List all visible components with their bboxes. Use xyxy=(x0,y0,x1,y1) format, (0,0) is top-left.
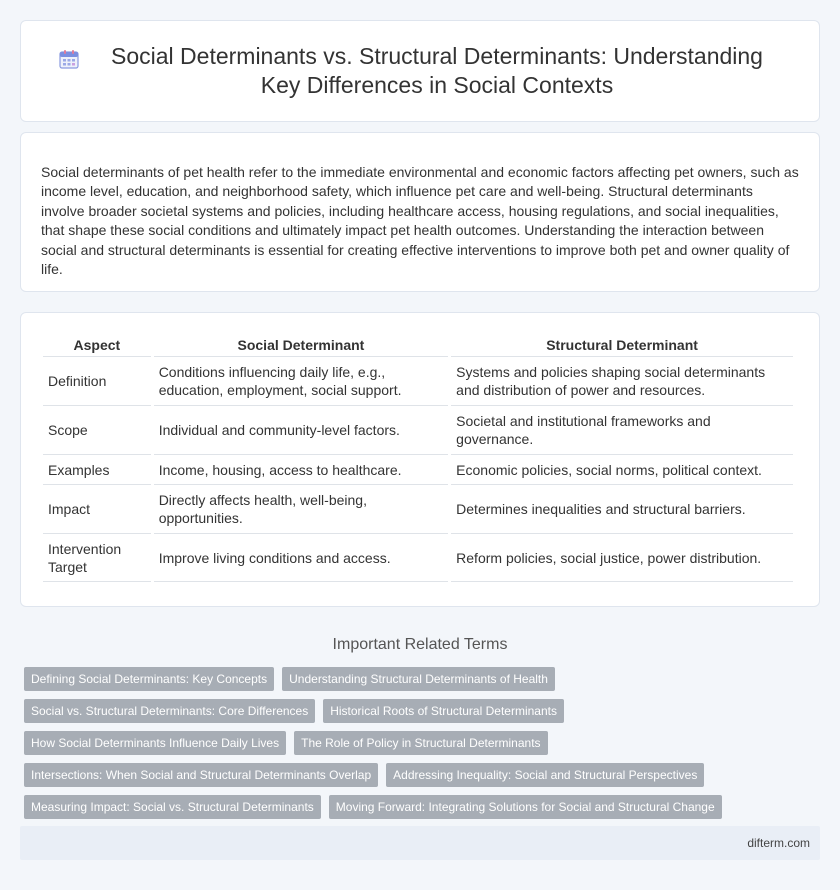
cell-aspect: Intervention Target xyxy=(43,534,151,582)
related-term-tag[interactable]: Addressing Inequality: Social and Structural Perspectives xyxy=(386,763,704,787)
table-row xyxy=(43,534,793,582)
related-term-tag[interactable]: Defining Social Determinants: Key Concepts xyxy=(24,667,274,691)
footer xyxy=(20,826,820,860)
table-row xyxy=(43,455,793,485)
cell-social: Income, housing, access to healthcare. xyxy=(154,455,448,485)
related-terms-list xyxy=(20,667,780,819)
related-terms-heading: Important Related Terms xyxy=(332,636,508,653)
cell-social: Conditions influencing daily life, e.g., education, employment, social support. xyxy=(154,357,448,406)
cell-social: Improve living conditions and access. xyxy=(154,534,448,582)
related-term-tag[interactable]: Social vs. Structural Determinants: Core Differences xyxy=(24,699,315,723)
related-term-tag[interactable]: Understanding Structural Determinants of Health xyxy=(282,667,555,691)
table-row xyxy=(43,485,793,534)
header-structural-determinant: Structural Determinant xyxy=(451,333,793,357)
header-social-determinant: Social Determinant xyxy=(154,333,448,357)
related-term-tag[interactable]: Historical Roots of Structural Determinants xyxy=(323,699,564,723)
cell-structural: Societal and institutional frameworks and governance. xyxy=(451,406,793,455)
header-aspect: Aspect xyxy=(43,333,151,357)
cell-social: Directly affects health, well-being, opportunities. xyxy=(154,485,448,534)
table-row xyxy=(43,357,793,406)
cell-aspect: Definition xyxy=(43,357,151,406)
cell-aspect: Examples xyxy=(43,455,151,485)
cell-aspect: Scope xyxy=(43,406,151,455)
calendar-icon xyxy=(58,48,80,70)
table-header-row xyxy=(43,333,793,357)
related-term-tag[interactable]: Intersections: When Social and Structural Determinants Overlap xyxy=(24,763,378,787)
footer-site-name[interactable]: difterm.com xyxy=(747,836,810,850)
related-term-tag[interactable]: Moving Forward: Integrating Solutions for Social and Structural Change xyxy=(329,795,722,819)
cell-structural: Economic policies, social norms, political context. xyxy=(451,455,793,485)
cell-structural: Reform policies, social justice, power distribution. xyxy=(451,534,793,582)
page-title: Social Determinants vs. Structural Determinants: Understanding Key Differences in Social Contexts xyxy=(111,43,763,98)
intro-paragraph: Social determinants of pet health refer to the immediate environmental and economic factors affecting pet owners, such as income level, education, and neighborhood safety, which influence pet care and well-being. Structural determinants involve broader societal systems and policies, including healthcare access, housing regulations, and social inequalities, that shape these social conditions and ultimately impact pet health outcomes. Understanding the interaction between social and structural determinants is essential for creating effective interventions to improve both pet and owner quality of life. xyxy=(41,164,799,278)
intro-card xyxy=(20,132,820,292)
cell-structural: Systems and policies shaping social determinants and distribution of power and resources. xyxy=(451,357,793,406)
related-term-tag[interactable]: How Social Determinants Influence Daily Lives xyxy=(24,731,286,755)
related-term-tag[interactable]: The Role of Policy in Structural Determinants xyxy=(294,731,547,755)
comparison-table-card xyxy=(20,312,820,607)
cell-social: Individual and community-level factors. xyxy=(154,406,448,455)
title-wrap xyxy=(58,42,782,100)
cell-aspect: Impact xyxy=(43,485,151,534)
related-term-tag[interactable]: Measuring Impact: Social vs. Structural Determinants xyxy=(24,795,321,819)
header-card xyxy=(20,20,820,122)
cell-structural: Determines inequalities and structural barriers. xyxy=(451,485,793,534)
table-row xyxy=(43,406,793,455)
comparison-table xyxy=(40,333,796,582)
